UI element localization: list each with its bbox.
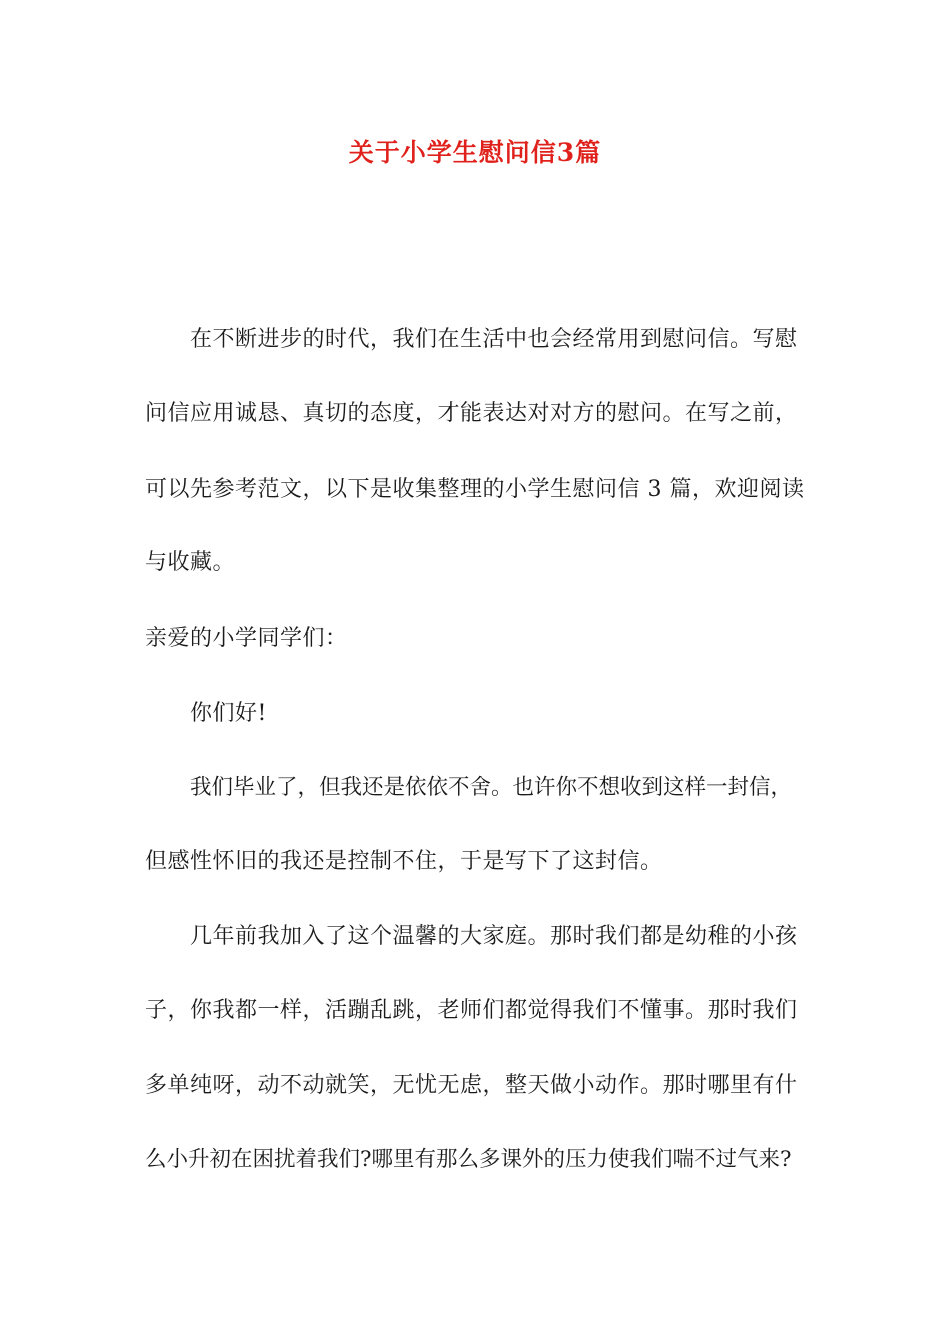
paragraph1-line-2: 但感性怀旧的我还是控制不住，于是写下了这封信。: [145, 849, 663, 874]
paragraph2-line-3: 多单纯呀，动不动就笑，无忧无虑，整天做小动作。那时哪里有什: [145, 1073, 798, 1098]
paragraph2-line-1: 几年前我加入了这个温馨的大家庭。那时我们都是幼稚的小孩: [190, 924, 798, 949]
greeting: 你们好!: [190, 701, 267, 726]
document-title: 关于小学生慰问信3篇: [348, 138, 602, 167]
intro-line-1: 在不断进步的时代，我们在生活中也会经常用到慰问信。写慰: [190, 327, 798, 352]
intro-line-4: 与收藏。: [145, 550, 236, 575]
intro-line-2: 问信应用诚恳、真切的态度，才能表达对对方的慰问。在写之前，: [145, 401, 798, 426]
intro-line-3: 可以先参考范文，以下是收集整理的小学生慰问信 3 篇，欢迎阅读: [145, 477, 805, 502]
salutation: 亲爱的小学同学们：: [145, 626, 348, 651]
paragraph1-line-1: 我们毕业了，但我还是依依不舍。也许你不想收到这样一封信，: [190, 775, 793, 800]
paragraph2-line-2: 子，你我都一样，活蹦乱跳，老师们都觉得我们不懂事。那时我们: [145, 998, 798, 1023]
paragraph2-line-4: 么小升初在困扰着我们?哪里有那么多课外的压力使我们喘不过气来?: [145, 1147, 792, 1172]
